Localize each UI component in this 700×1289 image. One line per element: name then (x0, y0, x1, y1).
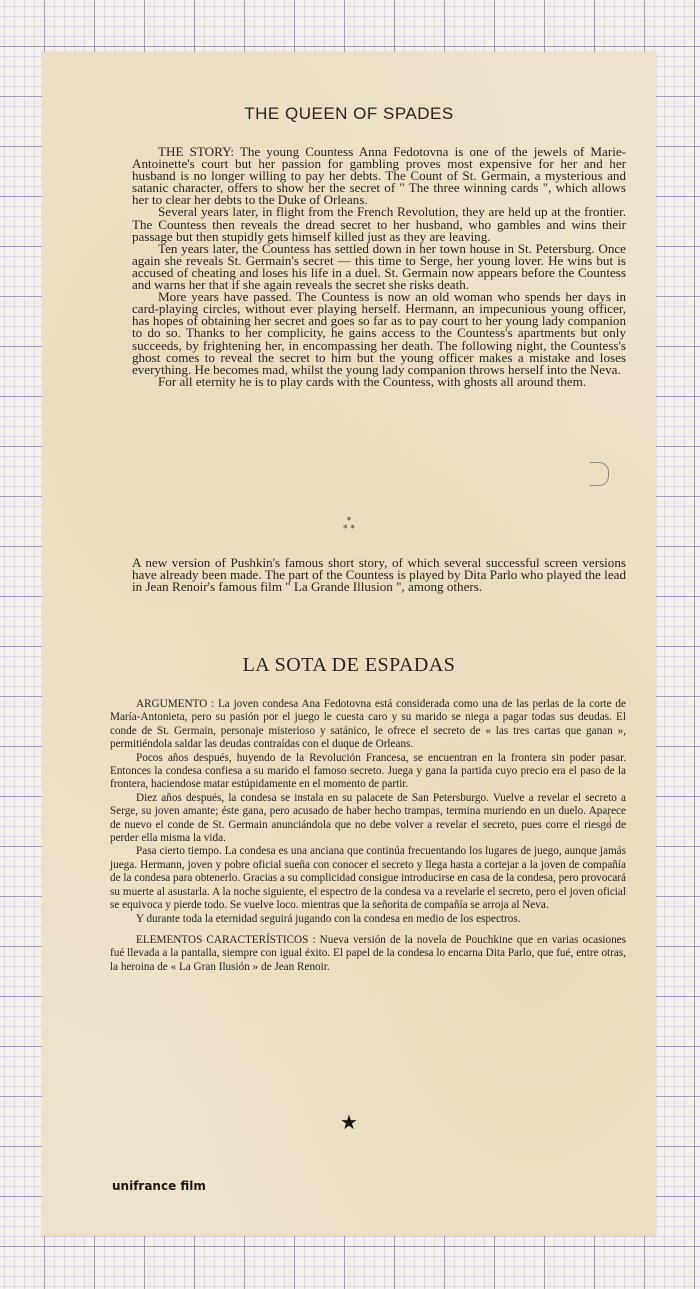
asterism-separator: * * * (343, 516, 355, 534)
spanish-paragraph: Pocos años después, huyendo de la Revolución Francesa, se encuentran en la frontera sin poder pasar. Entonces la condesa confiesa a su marido el famoso secreto. Juega y gana la partida cuyo precio era el paso de la frontera, haciendose matar estúpidamente en el momento de partir. (110, 751, 626, 791)
star-ornament: ★ (340, 1110, 358, 1134)
brand-logo: unifrance film (112, 1179, 206, 1193)
spanish-paragraph: Pasa cierto tiempo. La condesa es una anciana que continúa frecuentando los lugares de juego, aunque jamás juega. Hermann, joven y pobre oficial sueña con conocer el secreto y llega hasta a cortejar a la joven de compañía de la condesa para obtenerlo. Gracias a su complicidad consigue introducirse en casa de la condesa, pero provocará su muerte al asustarla. A la noche siguiente, el espectro de la condesa va a revelarle el secreto, pero el joven oficial se equivoca y pierde todo. Se vuelve loco. mientras que la señorita de compañía se arroja al Neva. (110, 845, 626, 912)
spanish-story (110, 698, 626, 974)
english-paragraph: For all eternity he is to play cards with the Countess, with ghosts all around them. (158, 373, 587, 389)
english-paragraph: More years have passed. The Countess is now an old woman who spends her days in card-playing circles, without ever playing herself. Hermann, an impecunious young officer, has hopes of obtaining her secret and goes so far as to pay court to her young lady companion to do so. Thanks to her complicity, he gains access to the Countess's apartments but only succeeds, by frightening her, in encompassing her death. The following night, the Countess's ghost comes to reveal the secret to him but the young officer makes a mistake and loses everything. He becomes mad, whilst the young lady companion throws herself into the Neva. (132, 289, 626, 377)
english-title: THE QUEEN OF SPADES (244, 104, 454, 123)
spanish-title: LA SOTA DE ESPADAS (242, 654, 456, 676)
spanish-paragraph: Diez años después, la condesa se instala en su palacete de San Petersburgo. Vuelve a revelar el secreto a Serge, su joven amante; éste gana, pero acusado de haber hecho trampas, termina muriendo en un duelo. Aparece de nuevo el conde de St. Germain anunciándola que no debe volver a revelar el secreto, pues corre el riesgo de perder ella misma la vida. (110, 791, 626, 845)
spanish-paragraph: ELEMENTOS CARACTERÍSTICOS : Nueva versión de la novela de Pouchkine que en varias ocasiones fué llevada a la pantalla, siempre con igual éxito. El papel de la condesa lo encarna Dita Parlo, que fué, entre otras, la heroina de « La Gran Ilusión » de Jean Renoir. (110, 933, 626, 973)
paper-clip-icon (592, 812, 611, 828)
english-paragraph: Several years later, in flight from the French Revolution, they are held up at the frontier. The Countess then reveals the dread secret to her husband, who gambles and wins their passage but then stupidly gets himself killed just as they are leaving. (132, 204, 626, 244)
english-story (132, 146, 626, 388)
paper-clip-icon (590, 462, 609, 486)
english-paragraph: THE STORY: The young Countess Anna Fedotovna is one of the jewels of Marie-Antoinette's court but her passion for gambling proves most expensive for her and her husband is no longer willing to pay her debts. The Count of St. Germain, a mysterious and satanic character, offers to show her the secret of " The three winning cards ", which allows her to clear her debts to the Duke of Orleans. (132, 144, 626, 208)
english-note (132, 544, 626, 606)
english-note-text: A new version of Pushkin's famous short story, of which several successful screen versions have already been made. The part of the Countess is played by Dita Parlo who played the lead in Jean Renoir's famous film " La Grande Illusion ", among others. (132, 555, 626, 595)
document-sheet (42, 52, 656, 1236)
spanish-paragraph: Y durante toda la eternidad seguirá jugando con la condesa en medio de los espectros. (136, 912, 521, 925)
spanish-paragraph: ARGUMENTO : La joven condesa Ana Fedotovna está considerada como una de las perlas de la corte de María-Antonieta, pero su pasión por el juego le cuesta caro y su marido se niega a pagar todas sus deudas. El conde de St. Germain, personaje misterioso y satánico, le ofrece el secreto de « las tres cartas que ganan », permitiéndola saldar las deudas contraídas con el duque de Orleans. (110, 698, 626, 751)
english-paragraph: Ten years later, the Countess has settled down in her town house in St. Petersburg. Once again she reveals St. Germain's secret — this time to Serge, her young lover. He wins but is accused of cheating and loses his life in a duel. St. Germain now appears before the Countess and warns her that if she again reveals the secret she risks death. (132, 240, 626, 293)
